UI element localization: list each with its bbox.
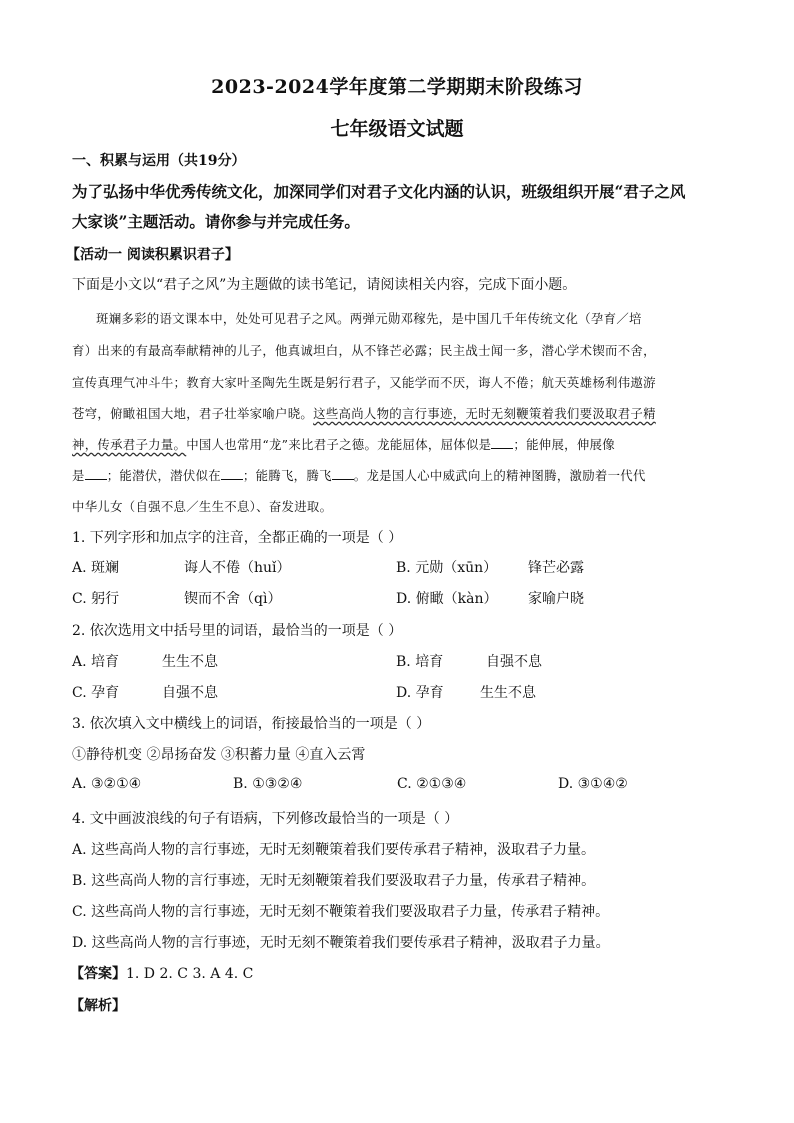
q2-option-d-text: 生生不息 (480, 685, 536, 701)
intro-line-1: 为了弘扬中华优秀传统文化，加深同学们对君子文化内涵的认识，班级组织开展“君子之风 (72, 182, 686, 201)
q4-option-d: D. 这些高尚人物的言行事迹，无时无刻不鞭策着我们要传承君子精神，汲取君子力量。 (72, 935, 610, 951)
passage-line-3: 宣传真理气冲斗牛；教育大家叶圣陶先生既是躬行君子，又能学而不厌，诲人不倦；航天英雄杨利伟遨游 (72, 375, 656, 390)
answer-line (70, 963, 253, 983)
wavy-sentence: 这些高尚人物的言行事迹，无时无刻鞭策着我们要汲取君子精 (313, 406, 656, 421)
analysis-label: 【解析】 (70, 998, 126, 1014)
q1-option-b: B. 元勋（xūn） (396, 560, 498, 576)
passage-text: 中国人也常用“龙”来比君子之德。龙能屈体，屈体似是 (186, 437, 492, 452)
q1-option-c-text: 锲而不舍（qì） (184, 591, 282, 607)
q3-option-a: A. ③②①④ (72, 776, 142, 792)
fill-blank (491, 436, 513, 449)
question-4-stem: 4. 文中画波浪线的句子有语病，下列修改最恰当的一项是（ ） (72, 811, 459, 827)
q1-option-a: A. 斑斓 (72, 560, 120, 576)
passage-text: 是 (72, 468, 85, 483)
q2-option-b-text: 自强不息 (486, 654, 542, 670)
wavy-sentence-end: 神，传承君子力量。 (72, 437, 187, 452)
page-subtitle: 七年级语文试题 (330, 118, 464, 140)
q3-option-c: C. ②①③④ (397, 776, 467, 792)
question-1-stem: 1. 下列字形和加点字的注音，全都正确的一项是（ ） (72, 530, 403, 546)
instruction: 下面是小文以“君子之风”为主题做的读书笔记，请阅读相关内容，完成下面小题。 (72, 277, 577, 293)
q1-option-d-text: 家喻户晓 (528, 591, 584, 607)
passage-text: 。龙是国人心中威武向上的精神图腾，激励着一代代 (353, 468, 646, 483)
question-2-stem: 2. 依次选用文中括号里的词语，最恰当的一项是（ ） (72, 623, 403, 639)
passage-text: ；能伸展，伸展像 (513, 437, 615, 452)
passage-text: ；能潜伏，潜伏似在 (106, 468, 221, 483)
q2-option-b: B. 培育 (396, 654, 444, 670)
q2-option-c: C. 孕育 (72, 685, 120, 701)
passage-line-5 (72, 435, 615, 453)
q4-option-a: A. 这些高尚人物的言行事迹，无时无刻鞭策着我们要传承君子精神，汲取君子力量。 (72, 842, 596, 858)
q2-option-a: A. 培育 (72, 654, 120, 670)
fill-blank (332, 467, 354, 480)
passage-line-4 (72, 404, 656, 422)
question-3-stem: 3. 依次填入文中横线上的词语，衔接最恰当的一项是（ ） (72, 716, 431, 732)
passage-line-1: 斑斓多彩的语文课本中，处处可见君子之风。两弹元勋邓稼先，是中国几千年传统文化（孕育／培 (96, 311, 642, 326)
q2-option-d: D. 孕育 (396, 685, 444, 701)
passage-line-2: 育）出来的有最高奉献精神的儿子，他真诚坦白，从不锋芒必露；民主战士闻一多，潜心学术锲而不舍， (72, 343, 656, 358)
passage-text: ；能腾飞，腾飞 (242, 468, 332, 483)
fill-blank (85, 467, 107, 480)
q3-option-d: D. ③①④② (558, 776, 628, 792)
passage-line-6 (72, 466, 646, 484)
section-heading: 一、积累与运用（共19分） (72, 153, 246, 169)
q1-option-d: D. 俯瞰（kàn） (396, 591, 498, 607)
q2-option-c-text: 自强不息 (162, 685, 218, 701)
q1-option-c: C. 躬行 (72, 591, 120, 607)
activity-heading: 【活动一 阅读积累识君子】 (66, 247, 239, 263)
q4-option-c: C. 这些高尚人物的言行事迹，无时无刻不鞭策着我们要汲取君子力量，传承君子精神。 (72, 904, 610, 920)
answer-text: 1. D 2. C 3. A 4. C (126, 966, 254, 982)
q3-option-b: B. ①③②④ (233, 776, 303, 792)
fill-blank (221, 467, 243, 480)
answer-label: 【答案】 (70, 966, 126, 982)
passage-text: 苍穹，俯瞰祖国大地，君子壮举家喻户晓。 (72, 406, 314, 421)
q3-items: ①静待机变 ②昂扬奋发 ③积蓄力量 ④直入云霄 (72, 747, 366, 763)
q2-option-a-text: 生生不息 (162, 654, 218, 670)
q1-option-a-text: 诲人不倦（huǐ） (184, 560, 291, 576)
q1-option-b-text: 锋芒必露 (528, 560, 584, 576)
passage-line-7: 中华儿女（自强不息／生生不息）、奋发进取。 (72, 499, 333, 514)
q4-option-b: B. 这些高尚人物的言行事迹，无时无刻鞭策着我们要汲取君子力量，传承君子精神。 (72, 873, 596, 889)
intro-line-2: 大家谈”主题活动。请你参与并完成任务。 (72, 212, 360, 231)
page-title: 2023-2024学年度第二学期期末阶段练习 (211, 76, 583, 98)
